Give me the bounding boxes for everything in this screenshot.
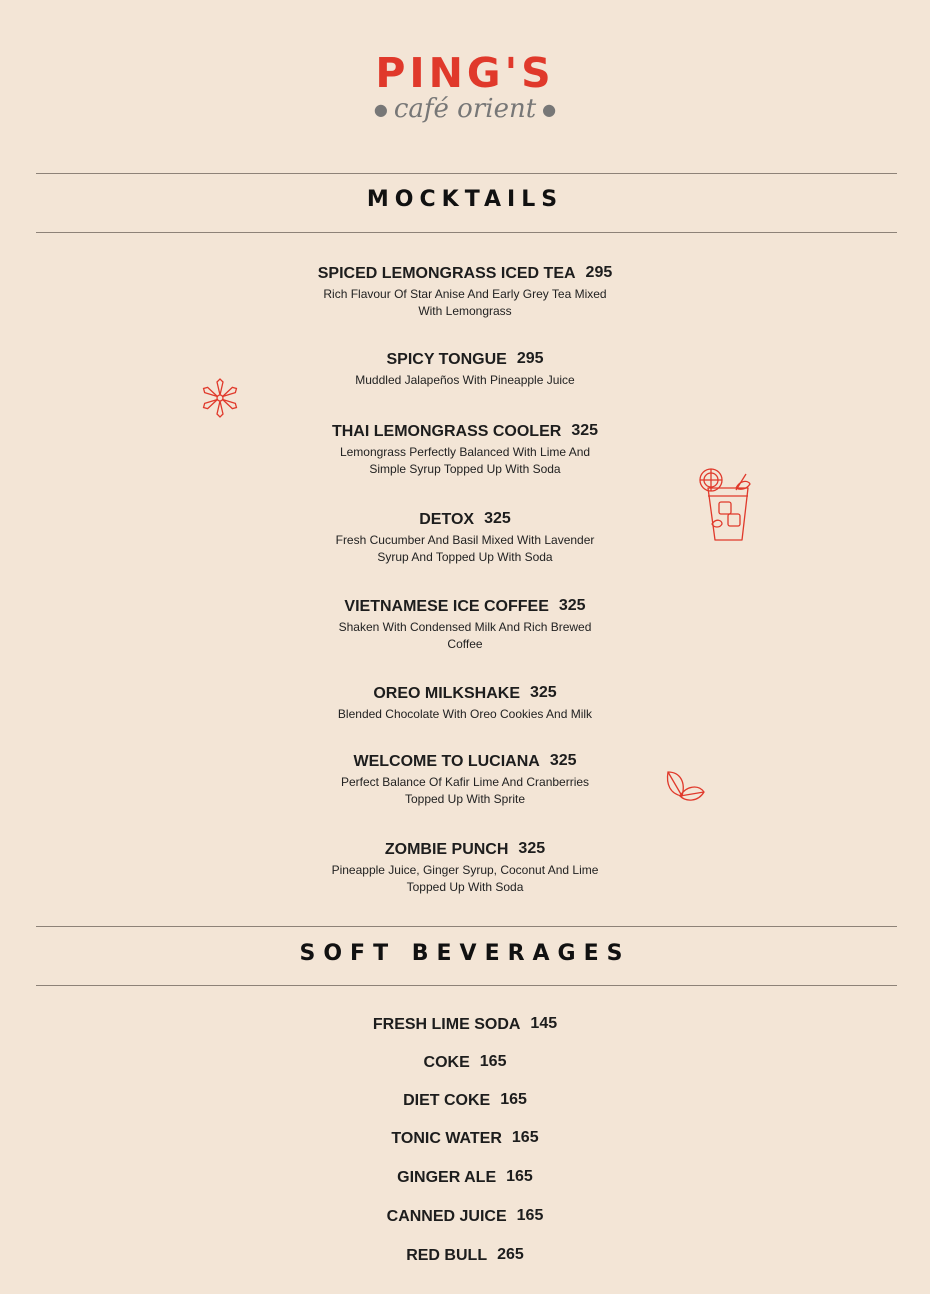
item-price: 165 — [479, 1053, 507, 1070]
menu-item — [0, 350, 930, 389]
item-description: Rich Flavour Of Star Anise And Early Grey Tea Mixed — [323, 287, 607, 301]
menu-item — [0, 1207, 930, 1227]
menu-item — [0, 1091, 930, 1111]
item-name: GINGER ALE — [397, 1169, 497, 1186]
item-description: Perfect Balance Of Kafir Lime And Cranberries — [340, 775, 590, 789]
menu-item — [0, 597, 930, 653]
logo-tagline: café orient — [393, 94, 537, 124]
dot-icon: ● — [542, 100, 557, 119]
logo-tagline-row — [0, 94, 930, 125]
menu-item — [0, 1015, 930, 1035]
item-price: 325 — [518, 840, 546, 857]
item-price: 295 — [516, 350, 544, 367]
item-price: 165 — [516, 1207, 544, 1224]
item-description: Topped Up With Sprite — [404, 792, 526, 806]
item-name: DETOX — [419, 511, 475, 528]
divider — [36, 985, 897, 986]
menu-item — [0, 1129, 930, 1149]
item-price: 325 — [549, 752, 577, 769]
dot-icon: ● — [373, 100, 388, 119]
item-name: VIETNAMESE ICE COFFEE — [344, 598, 549, 615]
item-price: 145 — [530, 1015, 558, 1032]
menu-item — [0, 684, 930, 723]
item-price: 165 — [511, 1129, 539, 1146]
section-title-soft-beverages: SOFT BEVERAGES — [299, 941, 631, 966]
divider — [36, 926, 897, 927]
item-name: FRESH LIME SODA — [372, 1016, 521, 1033]
item-price: 325 — [571, 422, 599, 439]
menu-item — [0, 1168, 930, 1188]
divider — [36, 173, 897, 174]
item-name: WELCOME TO LUCIANA — [353, 753, 540, 770]
menu-item — [0, 510, 930, 566]
item-price: 325 — [484, 510, 511, 527]
item-description: Simple Syrup Topped Up With Soda — [369, 462, 561, 476]
item-name: OREO MILKSHAKE — [373, 685, 520, 702]
menu-item — [0, 840, 930, 896]
menu-item — [0, 422, 930, 478]
item-price: 325 — [558, 597, 586, 614]
menu-item — [0, 1053, 930, 1073]
item-name: COKE — [423, 1054, 470, 1071]
item-description: Coffee — [447, 637, 483, 651]
logo — [0, 50, 930, 125]
iced-drink-icon — [696, 466, 754, 546]
item-price: 165 — [500, 1091, 527, 1108]
item-name: CANNED JUICE — [386, 1208, 507, 1225]
divider — [36, 232, 897, 233]
section-title-mocktails: MOCKTAILS — [366, 187, 564, 212]
item-name: SPICY TONGUE — [386, 351, 507, 368]
item-description: Blended Chocolate With Oreo Cookies And Milk — [337, 707, 593, 721]
item-description: With Lemongrass — [418, 304, 512, 318]
menu-item — [0, 1246, 930, 1266]
item-description: Pineapple Juice, Ginger Syrup, Coconut And Lime — [331, 863, 599, 877]
mint-leaves-icon — [664, 768, 708, 806]
item-description: Syrup And Topped Up With Soda — [377, 550, 553, 564]
item-name: SPICED LEMONGRASS ICED TEA — [317, 265, 576, 282]
item-price: 295 — [585, 264, 613, 281]
item-price: 265 — [497, 1246, 524, 1263]
item-price: 325 — [529, 684, 557, 701]
star-anise-icon — [198, 378, 242, 418]
item-name: TONIC WATER — [391, 1130, 502, 1147]
item-name: DIET COKE — [403, 1092, 491, 1109]
item-name: ZOMBIE PUNCH — [384, 841, 509, 858]
logo-wordmark: PING'S — [375, 49, 555, 97]
item-description: Topped Up With Soda — [406, 880, 524, 894]
item-description: Fresh Cucumber And Basil Mixed With Lavender — [335, 533, 595, 547]
item-description: Lemongrass Perfectly Balanced With Lime And — [339, 445, 591, 459]
item-description: Shaken With Condensed Milk And Rich Brewed — [338, 620, 592, 634]
item-price: 165 — [506, 1168, 533, 1185]
menu-item — [0, 752, 930, 808]
item-name: THAI LEMONGRASS COOLER — [331, 423, 562, 440]
menu-item — [0, 264, 930, 320]
item-name: RED BULL — [406, 1247, 488, 1264]
item-description: Muddled Jalapeños With Pineapple Juice — [355, 373, 575, 387]
